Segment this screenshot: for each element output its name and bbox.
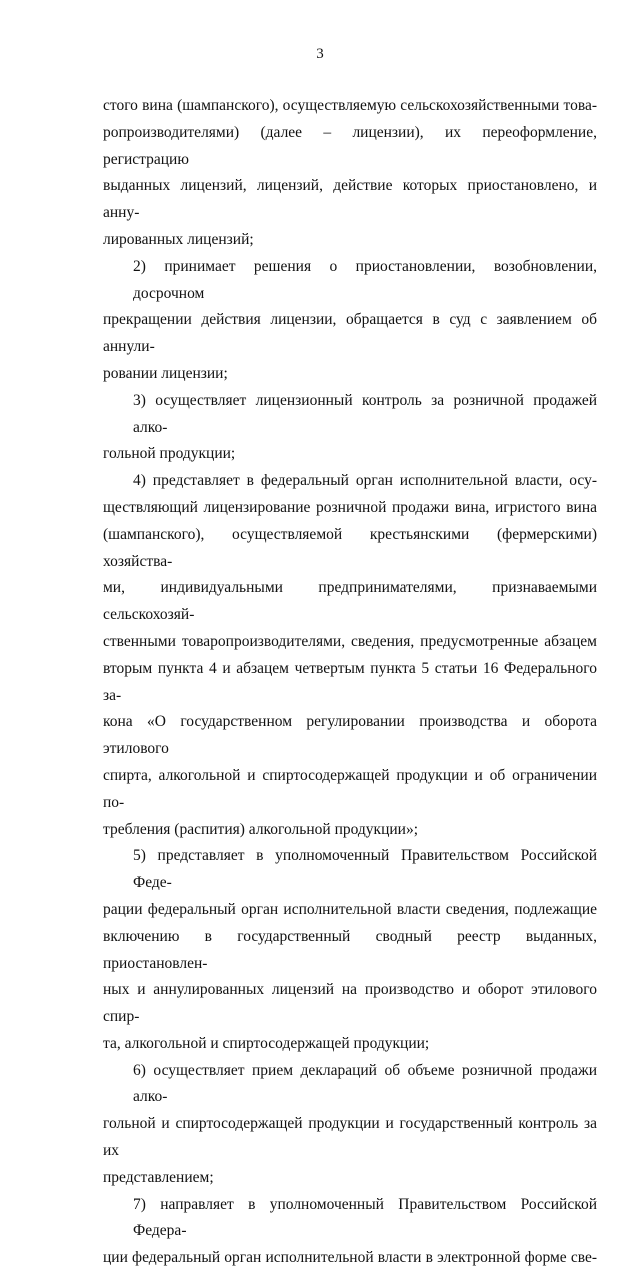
paragraph-line: (шампанского), осуществляемой крестьянскими (фермерскими) хозяйства- [103, 525, 597, 570]
paragraph-line: гольной продукции; [103, 445, 236, 463]
page-number: 3 [316, 46, 324, 62]
paragraph-line: та, алкогольной и спиртосодержащей продукции; [103, 1034, 430, 1052]
paragraph-line: гольной и спиртосодержащей продукции и государственный контроль за их [103, 1115, 597, 1160]
paragraph-line: ропроизводителями) (далее – лицензии), их переоформление, регистрацию [103, 123, 597, 168]
paragraph [103, 388, 597, 468]
paragraph-line: стого вина (шампанского), осуществляемую сельскохозяйственными това- [103, 97, 597, 114]
paragraph-line: лированных лицензий; [103, 230, 254, 248]
paragraph-line: 6) осуществляет прием деклараций об объеме розничной продажи алко- [133, 1061, 597, 1106]
paragraph-line: ровании лицензии; [103, 364, 228, 382]
paragraph-line: 7) направляет в уполномоченный Правительством Российской Федера- [133, 1195, 597, 1240]
paragraph-line: представлением; [103, 1168, 214, 1186]
paragraph [103, 1058, 597, 1192]
paragraph-line: ных и аннулированных лицензий на производство и оборот этилового спир- [103, 981, 597, 1026]
paragraph [103, 843, 597, 1057]
paragraph-line: ми, индивидуальными предпринимателями, признаваемыми сельскохозяй- [103, 579, 597, 624]
paragraph-line: спирта, алкогольной и спиртосодержащей продукции и об ограничении по- [103, 766, 597, 811]
paragraph-line: 5) представляет в уполномоченный Правительством Российской Феде- [133, 847, 597, 892]
paragraph [103, 254, 597, 388]
paragraph-line: кона «О государственном регулировании производства и оборота этилового [103, 713, 597, 758]
paragraph-line: ственными товаропроизводителями, сведения, предусмотренные абзацем [103, 632, 597, 650]
paragraph-line: рации федеральный орган исполнительной власти сведения, подлежащие [103, 900, 597, 918]
paragraph [103, 93, 597, 254]
paragraph-line: выданных лицензий, лицензий, действие которых приостановлено, и анну- [103, 177, 597, 222]
paragraph-line: вторым пункта 4 и абзацем четвертым пункта 5 статьи 16 Федерального за- [103, 659, 597, 704]
paragraph [103, 1192, 597, 1272]
paragraph-line: включению в государственный сводный реестр выданных, приостановлен- [103, 927, 597, 972]
paragraph-line: 4) представляет в федеральный орган исполнительной власти, осу- [133, 472, 597, 490]
paragraph-line: ции федеральный орган исполнительной власти в электронной форме све- [103, 1249, 597, 1267]
paragraph-line: 2) принимает решения о приостановлении, возобновлении, досрочном [133, 257, 597, 302]
paragraph [103, 468, 597, 843]
paragraph-line: 3) осуществляет лицензионный контроль за розничной продажей алко- [133, 391, 597, 436]
paragraph-line: ществляющий лицензирование розничной продажи вина, игристого вина [103, 498, 597, 516]
document-body [103, 93, 597, 1272]
paragraph-line: прекращении действия лицензии, обращается в суд с заявлением об аннули- [103, 311, 597, 356]
paragraph-line: требления (распития) алкогольной продукции»; [103, 820, 419, 838]
